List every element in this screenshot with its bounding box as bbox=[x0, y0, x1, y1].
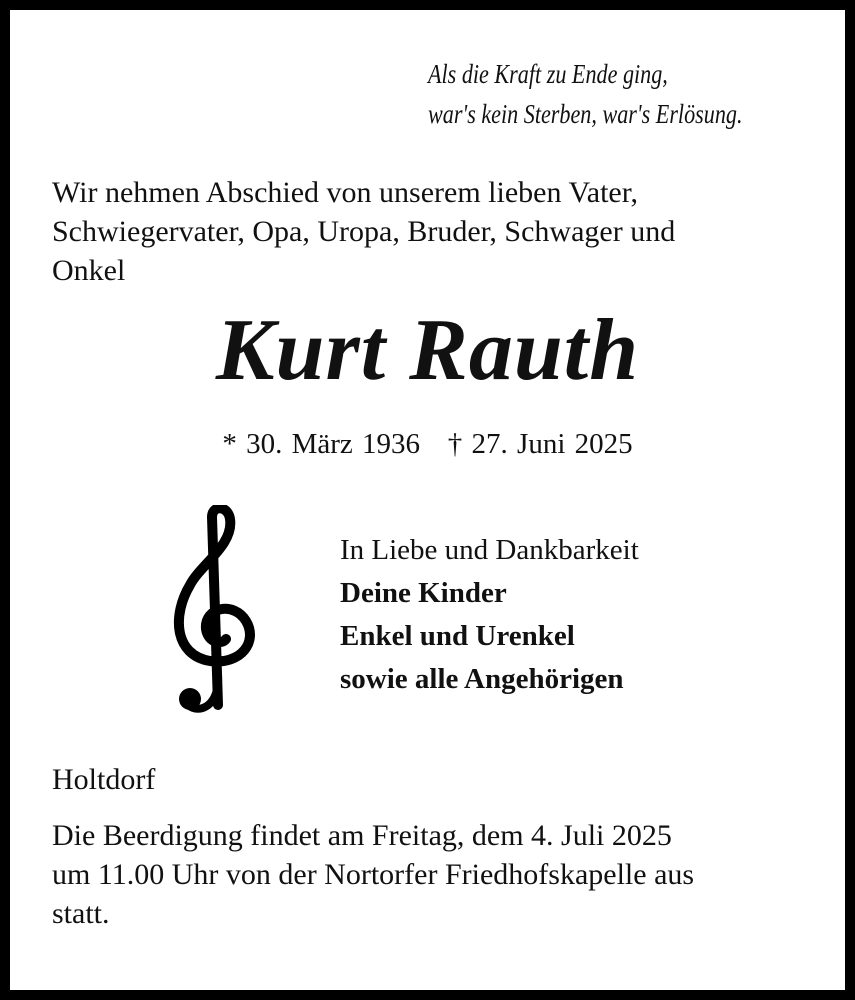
mourner-line: Deine Kinder bbox=[340, 577, 507, 609]
quote-line: war's kein Sterben, war's Erlösung. bbox=[428, 99, 743, 129]
mourners-intro: In Liebe und Dankbarkeit bbox=[340, 534, 639, 566]
intro-line: Onkel bbox=[52, 254, 126, 287]
deceased-name: Kurt Rauth bbox=[215, 302, 640, 399]
place: Holtdorf bbox=[52, 763, 156, 796]
quote-line: Als die Kraft zu Ende ging, bbox=[428, 59, 668, 89]
funeral-line: Die Beerdigung findet am Freitag, dem 4. Juli 2025 bbox=[52, 819, 672, 852]
mourner-line: sowie alle Angehörigen bbox=[340, 663, 624, 695]
mourners bbox=[340, 529, 639, 701]
life-dates: * 30. März 1936 † 27. Juni 2025 bbox=[222, 428, 633, 460]
treble-clef-icon bbox=[160, 505, 270, 720]
mourner-line: Enkel und Urenkel bbox=[340, 620, 575, 652]
intro-text bbox=[52, 173, 675, 290]
quote bbox=[428, 54, 743, 134]
funeral-line: um 11.00 Uhr von der Nortorfer Friedhofskapelle aus bbox=[52, 858, 695, 891]
funeral-line: statt. bbox=[52, 897, 110, 930]
intro-line: Schwiegervater, Opa, Uropa, Bruder, Schwager und bbox=[52, 215, 676, 248]
funeral-info bbox=[52, 816, 694, 933]
intro-line: Wir nehmen Abschied von unserem lieben Vater, bbox=[52, 176, 639, 209]
